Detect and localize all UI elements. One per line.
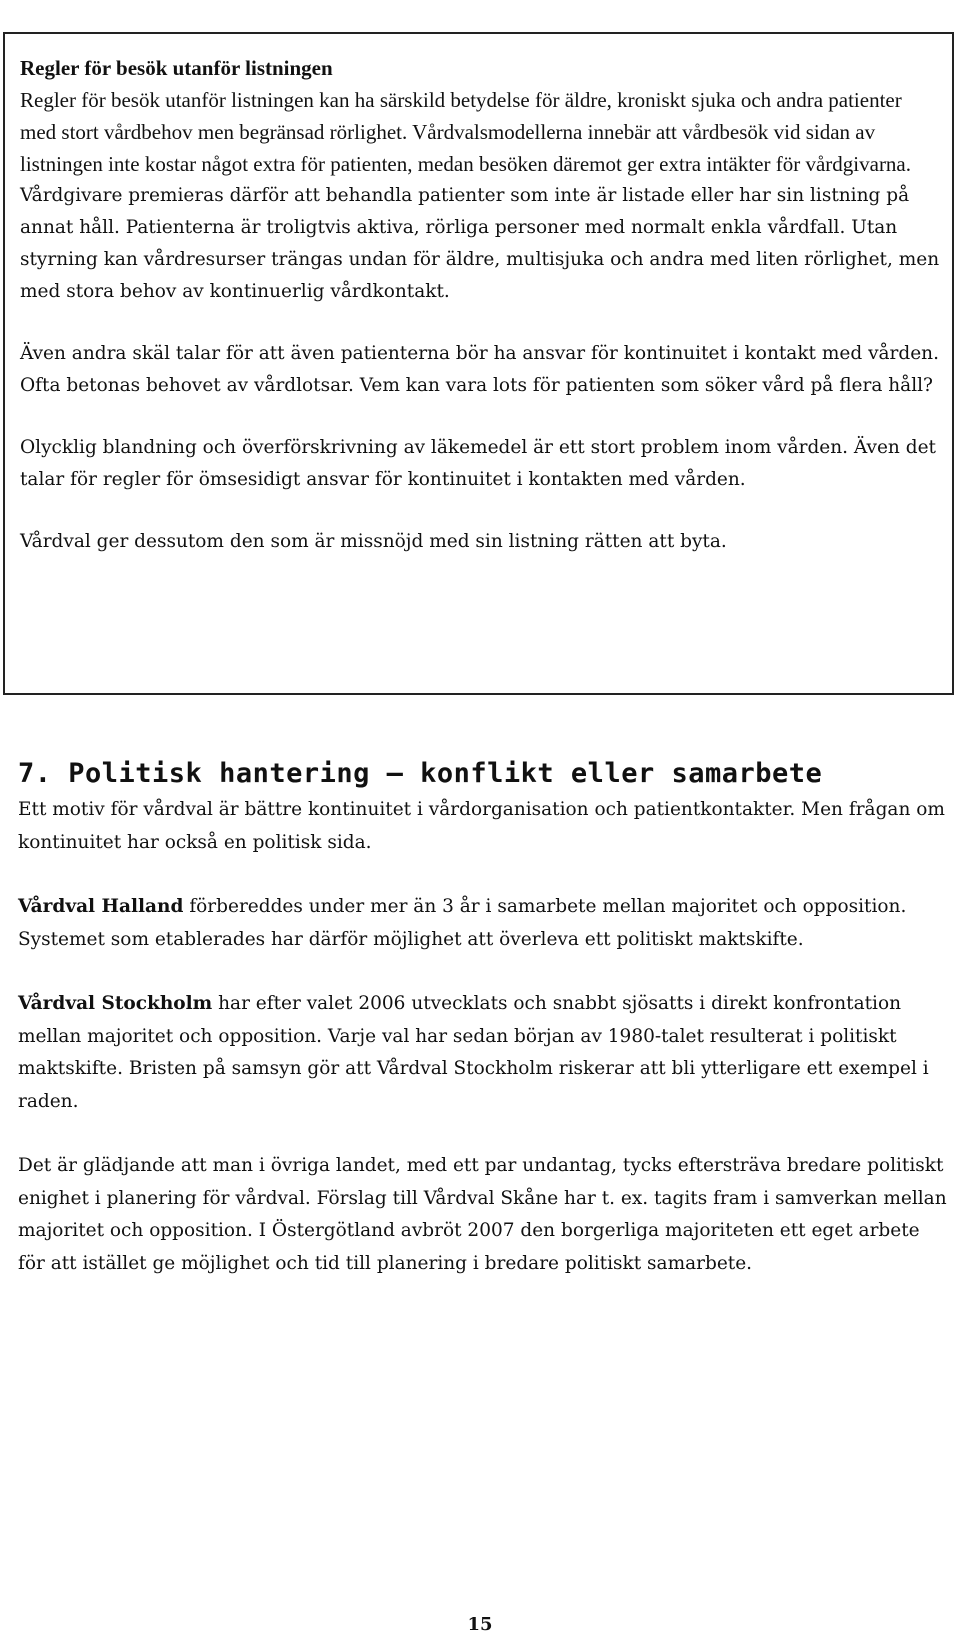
halland-label: Vårdval Halland xyxy=(18,896,184,917)
section-paragraph-4: Det är glädjande att man i övriga landet, med ett par undantag, tycks eftersträva bredare politiskt enighet i planering för vårdval. Förslag till Vårdval Skåne har t. ex. tagits fram i samverkan mellan majoritet och opposition. I Östergötland avbröt 2007 den borgerliga majoriteten ett eget arbete för att istället ge möjlighet och tid till planering i bredare politiskt samarbete. xyxy=(18,1155,947,1274)
section-paragraph-2 xyxy=(18,891,948,956)
box-paragraph-1-serif: Regler för besök utanför listningen kan ha särskild betydelse för äldre, kroniskt sjuka och andra patienter med stort vårdbehov men begränsad rörlighet. Vårdvalsmodellerna innebär att vårdbesök vid sidan av listningen inte kostar något extra för patienten, medan besöken däremot ger extra intäkter för vårdgivarna. xyxy=(20,88,912,176)
section-paragraph-1: Ett motiv för vårdval är bättre kontinuitet i vårdorganisation och patientkontakter. Men frågan om kontinuitet har också en politisk sida. xyxy=(18,799,945,853)
section-7 xyxy=(18,756,948,1280)
text-box xyxy=(3,32,954,695)
box-paragraph-3: Olycklig blandning och överförskrivning av läkemedel är ett stort problem inom vården. Även det talar för regler för ömsesidigt ansvar för kontinuitet i kontakten med vården. xyxy=(20,437,936,490)
section-paragraph-3 xyxy=(18,988,948,1118)
box-paragraph-2: Även andra skäl talar för att även patienterna bör ha ansvar för kontinuitet i kontakt med vården. Ofta betonas behovet av vårdlotsar. Vem kan vara lots för patienten som söker vård på flera håll? xyxy=(20,343,939,396)
box-paragraph-1-continued: Vårdgivare premieras därför att behandla patienter som inte är listade eller har sin listning på annat håll. Patienterna är troligtvis aktiva, rörliga personer med normalt enkla vårdfall. Utan styrning kan vårdresurser trängas undan för äldre, multisjuka och andra med liten rörlighet, men med stora behov av kontinuerlig vårdkontakt. xyxy=(20,185,940,302)
box-title: Regler för besök utanför listningen xyxy=(20,56,333,80)
box-paragraph-4: Vårdval ger dessutom den som är missnöjd med sin listning rätten att byta. xyxy=(20,531,727,552)
halland-text: förbereddes under mer än 3 år i samarbete mellan majoritet och opposition. Systemet som etablerades har därför möjlighet att överleva ett politiskt maktskifte. xyxy=(18,896,907,950)
stockholm-text: har efter valet 2006 utvecklats och snabbt sjösatts i direkt konfrontation mellan majoritet och opposition. Varje val har sedan början av 1980-talet resulterat i politiskt maktskifte. Bristen på samsyn gör att Vårdval Stockholm riskerar att bli ytterligare ett exempel i raden. xyxy=(18,993,929,1112)
section-heading: 7. Politisk hantering — konflikt eller samarbete xyxy=(18,758,823,789)
page-number: 15 xyxy=(467,1614,493,1635)
stockholm-label: Vårdval Stockholm xyxy=(18,993,213,1014)
